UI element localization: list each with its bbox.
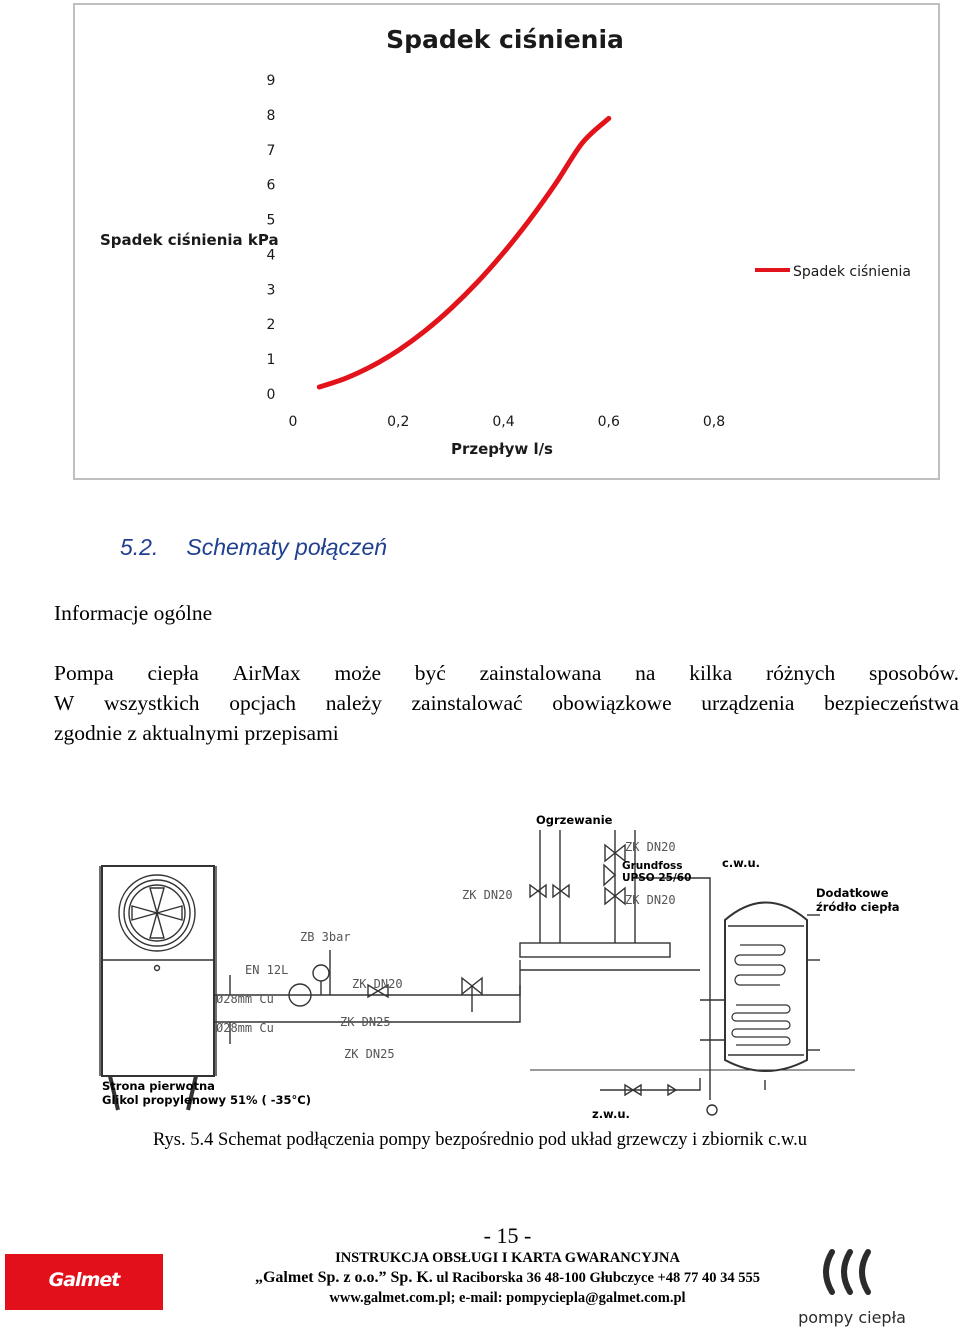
label-zk-dn25-a: ZK DN25 — [340, 1015, 391, 1029]
chart-title: Spadek ciśnienia — [386, 25, 624, 54]
paragraph-line-1-word: różnych — [765, 661, 836, 685]
chart-x-ticks — [289, 414, 726, 430]
x-tick-label: 0,4 — [492, 414, 515, 430]
label-zk-dn20-left: ZK DN20 — [462, 888, 513, 902]
label-zk-dn20-pump: ZK DN20 — [625, 893, 676, 907]
paragraph-line-3: zgodnie z aktualnymi przepisami — [54, 721, 339, 745]
lower-coil — [732, 1005, 790, 1045]
label-zb: ZB 3bar — [300, 930, 351, 944]
label-en: EN 12L — [245, 963, 289, 977]
series-line — [319, 118, 609, 387]
label-extra-source-1: Dodatkowe — [816, 886, 889, 900]
label-heating: Ogrzewanie — [536, 813, 613, 827]
x-tick-label: 0,6 — [597, 414, 620, 430]
label-pipe-1: Ø28mm Cu — [216, 992, 274, 1006]
legend-label: Spadek ciśnienia — [793, 264, 912, 280]
y-tick-label: 9 — [266, 73, 276, 89]
label-pump-model-1: Grundfoss — [622, 860, 683, 872]
label-pump-model-2: UPSO 25/60 — [622, 872, 692, 884]
figure-caption: Rys. 5.4 Schemat podłączenia pompy bezpośrednio pod układ grzewczy i zbiornik c.w.u — [152, 1130, 808, 1150]
paragraph-line-2-word: W — [54, 691, 75, 715]
chart-x-axis-label: Przepływ l/s — [450, 440, 554, 458]
paragraph-line-2-word: zainstalować — [411, 691, 523, 715]
section-title: Schematy połączeń — [186, 534, 388, 560]
manifold — [520, 943, 670, 957]
x-tick-label: 0,2 — [387, 414, 410, 430]
label-cwu: c.w.u. — [722, 856, 760, 870]
y-tick-label: 3 — [266, 282, 276, 299]
galmet-logo — [5, 1254, 163, 1310]
paragraph-line-2-word: należy — [325, 691, 382, 715]
y-tick-label: 4 — [266, 247, 276, 264]
section-heading — [120, 534, 387, 561]
pompy-ciepla-text: pompy ciepła — [798, 1308, 906, 1327]
footer-address: ul Raciborska 36 48-100 Głubczyce +48 77 40 34 555 — [432, 1270, 761, 1286]
paragraph-line-1-word: na — [635, 661, 656, 685]
circulation-pump-icon — [604, 865, 615, 885]
y-tick-label: 0 — [266, 387, 276, 403]
y-tick-label: 8 — [266, 107, 276, 124]
dhw-tank — [725, 903, 807, 1072]
y-tick-label: 1 — [266, 352, 276, 369]
label-extra-source-2: źródło ciepła — [816, 900, 900, 914]
paragraph-line-1-word: AirMax — [232, 661, 301, 685]
upper-coil — [735, 945, 785, 985]
section-number: 5.2. — [120, 534, 159, 560]
footer-title: INSTRUKCJA OBSŁUGI I KARTA GWARANCYJNA — [335, 1250, 680, 1266]
y-tick-label: 5 — [266, 212, 276, 229]
paragraph-line-2-word: obowiązkowe — [552, 691, 672, 715]
y-tick-label: 2 — [266, 317, 276, 334]
paragraph-line-2 — [54, 691, 959, 716]
y-tick-label: 6 — [266, 177, 276, 194]
paragraph-line-1-word: być — [414, 661, 446, 685]
chart-series-layer — [319, 118, 609, 387]
chart-y-axis-label: Spadek ciśnienia kPa — [100, 231, 279, 249]
subheading: Informacje ogólne — [54, 601, 213, 625]
x-tick-label: 0 — [288, 414, 298, 430]
paragraph-line-1-word: Pompa — [54, 661, 114, 685]
pressure-gauge-icon — [313, 965, 329, 981]
paragraph-line-1-word: zainstalowana — [479, 661, 602, 685]
footer-contact: www.galmet.com.pl; e-mail: pompyciepla@galmet.com.pl — [329, 1290, 686, 1306]
label-zk-dn20-top: ZK DN20 — [625, 840, 676, 854]
paragraph-line-2-word: urządzenia — [701, 691, 795, 715]
pressure-chart — [0, 0, 960, 485]
paragraph-line-1-word: kilka — [689, 661, 733, 685]
label-zwu: z.w.u. — [592, 1107, 630, 1121]
paragraph-line-1 — [54, 661, 959, 686]
label-zk-dn20-mid: ZK DN20 — [352, 977, 403, 991]
paragraph-line-1-word: ciepła — [147, 661, 199, 685]
x-tick-label: 0,8 — [702, 414, 726, 430]
paragraph-line-2-word: opcjach — [229, 691, 297, 715]
paragraph-line-2-word: bezpieczeństwa — [824, 691, 959, 715]
label-zk-dn25-b: ZK DN25 — [344, 1047, 395, 1061]
page-number: - 15 - — [483, 1223, 532, 1248]
paragraph-line-2-word: wszystkich — [103, 691, 200, 715]
galmet-logo-text: Galmet — [48, 1269, 120, 1291]
connection-diagram — [0, 800, 960, 1130]
label-pipe-2: Ø28mm Cu — [216, 1021, 274, 1035]
pompy-ciepla-logo — [790, 1244, 915, 1328]
label-glycol: Glikol propylenowy 51% ( -35°C) — [102, 1093, 312, 1107]
y-tick-label: 7 — [266, 142, 276, 159]
footer-company-name: „Galmet Sp. z o.o.” Sp. K. — [254, 1269, 433, 1286]
paragraph-line-1-word: może — [334, 661, 381, 685]
paragraph-line-1-word: sposobów. — [868, 661, 959, 685]
label-primary-side: Strona pierwotna — [102, 1079, 215, 1093]
